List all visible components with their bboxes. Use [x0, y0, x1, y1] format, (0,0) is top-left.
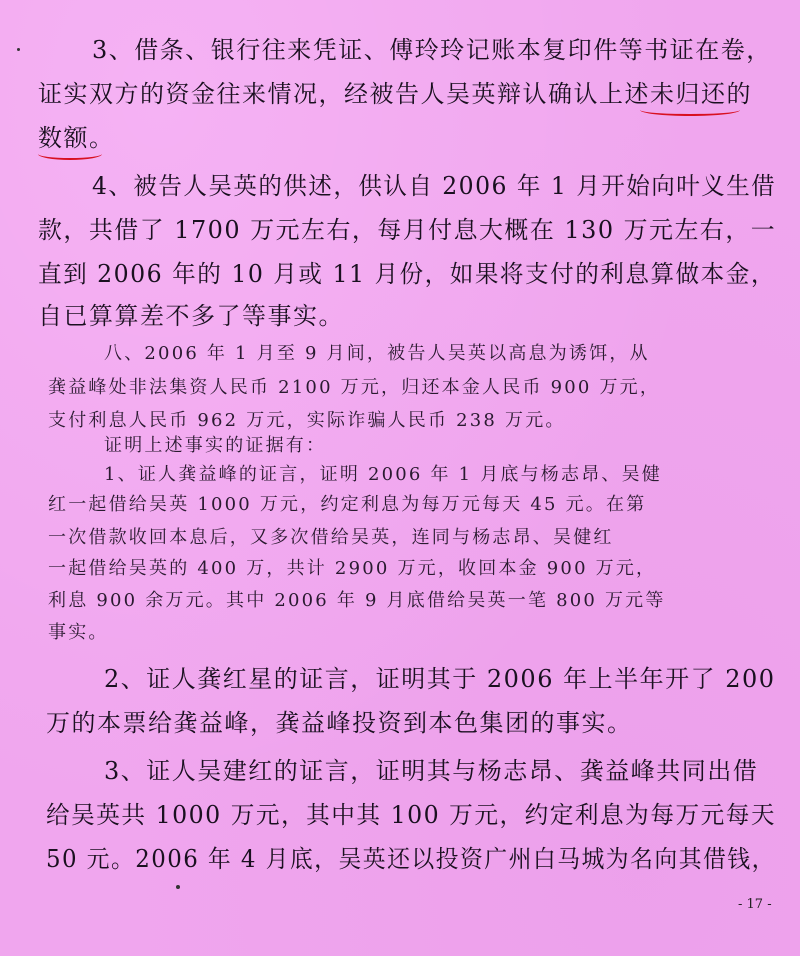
text-line: 款，共借了 1700 万元左右，每月付息大概在 130 万元左右，一 — [38, 216, 777, 244]
text-line: 自已算算差不多了等事实。 — [38, 302, 344, 330]
scan-speck — [176, 885, 180, 889]
text-line: 万的本票给龚益峰，龚益峰投资到本色集团的事实。 — [46, 709, 633, 737]
text-line: 一起借给吴英的 400 万，共计 2900 万元，收回本金 900 万元， — [48, 558, 657, 579]
text-line: 给吴英共 1000 万元，其中其 100 万元，约定利息为每万元每天 — [46, 801, 777, 829]
text-line: 事实。 — [48, 622, 109, 643]
text-line: 龚益峰处非法集资人民币 2100 万元，归还本金人民币 900 万元， — [48, 377, 661, 398]
text-line: 证明上述事实的证据有： — [104, 435, 327, 456]
text-line: 直到 2006 年的 10 月或 11 月份，如果将支付的利息算做本金， — [38, 260, 776, 288]
text-line: 利息 900 余万元。其中 2006 年 9 月底借给吴英一笔 800 万元等 — [48, 590, 666, 611]
text-line: 3、证人吴建红的证言，证明其与杨志昂、龚益峰共同出借 — [104, 757, 759, 785]
text-line: 红一起借给吴英 1000 万元，约定利息为每万元每天 45 元。在第 — [48, 494, 647, 515]
text-line: 一次借款收回本息后，又多次借给吴英，连同与杨志昂、吴健红 — [48, 527, 614, 548]
text-line: 3、借条、银行往来凭证、傅玲玲记账本复印件等书证在卷， — [92, 36, 772, 64]
text-line: 八、2006 年 1 月至 9 月间，被告人吴英以高息为诱饵，从 — [104, 343, 650, 364]
text-line: 证实双方的资金往来情况，经被告人吴英辩认确认上述未归还的 — [38, 80, 752, 108]
text-line: 支付利息人民币 962 万元，实际诈骗人民币 238 万元。 — [48, 410, 566, 431]
page-number: - 17 - — [738, 897, 772, 912]
text-line: 2、证人龚红星的证言，证明其于 2006 年上半年开了 200 — [104, 665, 776, 693]
text-line: 4、被告人吴英的供述，供认自 2006 年 1 月开始向叶义生借 — [92, 172, 777, 200]
text-line: 50 元。2006 年 4 月底，吴英还以投资广州白马城为名向其借钱， — [46, 845, 776, 873]
text-line: 1、证人龚益峰的证言，证明 2006 年 1 月底与杨志昂、吴健 — [104, 464, 662, 485]
scan-speck — [17, 48, 20, 51]
text-line: 数额。 — [38, 124, 115, 152]
red-pen-underline — [38, 148, 102, 160]
red-pen-underline — [640, 104, 740, 116]
